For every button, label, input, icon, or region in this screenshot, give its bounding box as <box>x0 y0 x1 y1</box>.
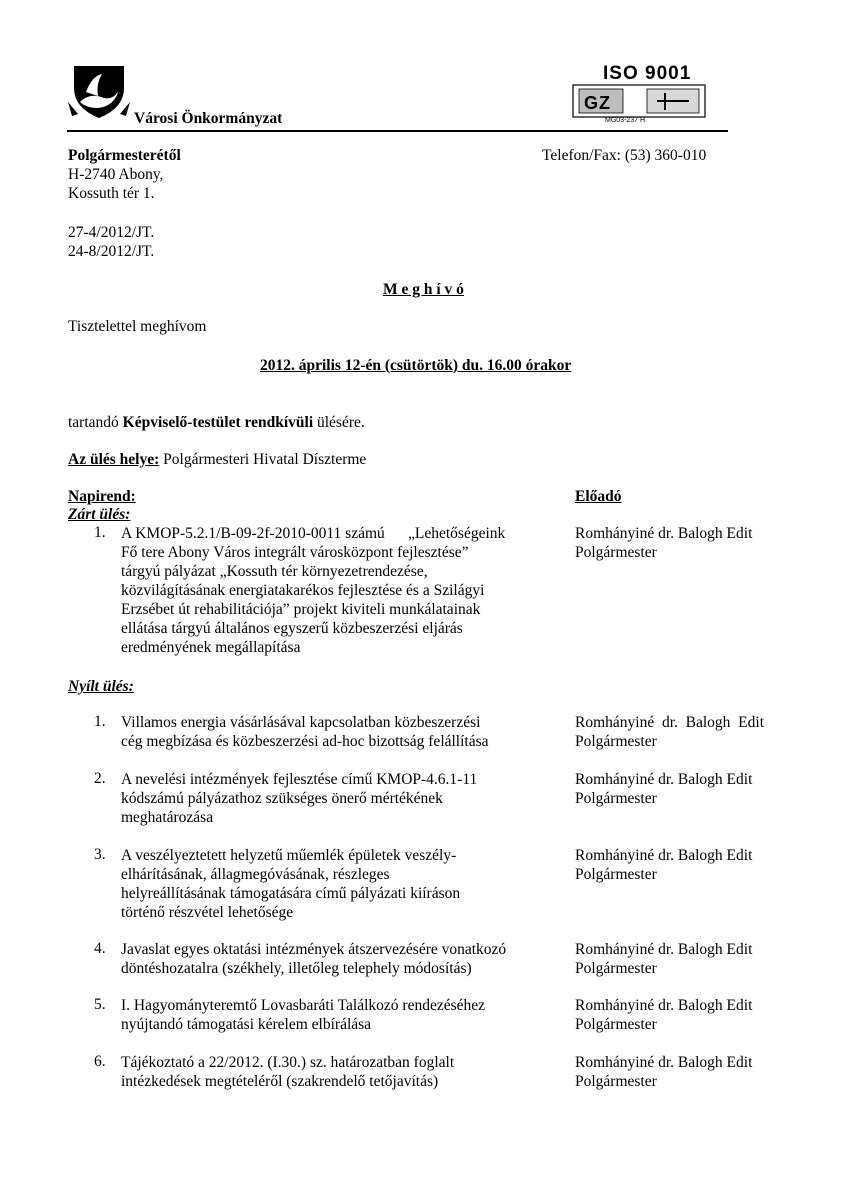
greeting: Tisztelettel meghívom <box>68 318 207 335</box>
presenter-role: Polgármester <box>575 790 657 807</box>
presenter <box>575 770 752 808</box>
presenter <box>575 846 752 884</box>
intro-pre: tartandó <box>68 414 123 431</box>
presenter <box>575 1053 752 1091</box>
item-line: közvilágításának energiatakarékos fejlesztése és a Szilágyi <box>121 582 485 599</box>
item-line: A veszélyeztetett helyzetű műemlék épületek veszély- <box>121 847 457 864</box>
presenter <box>575 713 764 751</box>
closed-session-label: Zárt ülés: <box>68 506 131 523</box>
presenter-name: Romhányiné dr. Balogh Edit <box>575 941 753 958</box>
item-text <box>121 846 460 922</box>
item-line: Tájékoztató a 22/2012. (I.30.) sz. határozatban foglalt <box>121 1054 455 1071</box>
presenter-role: Polgármester <box>575 960 657 977</box>
item-text <box>121 1053 454 1091</box>
item-text <box>121 713 489 751</box>
item-number: 4. <box>94 940 106 957</box>
item-line: A nevelési intézmények fejlesztése című KMOP-4.6.1-11 <box>121 771 478 788</box>
item-line: cég megbízása és közbeszerzési ad-hoc bizottság felállítása <box>121 733 489 750</box>
item-line: A KMOP-5.2.1/B-09-2f-2010-0011 számú „Lehetőségeink <box>121 525 506 542</box>
presenter-role: Polgármester <box>575 544 657 561</box>
document-title: M e g h í v ó <box>383 281 464 298</box>
item-line: Villamos energia vásárlásával kapcsolatban közbeszerzési <box>121 714 481 731</box>
item-text <box>121 996 485 1034</box>
sender: Polgármesterétől <box>68 147 181 164</box>
item-line: I. Hagyományteremtő Lovasbaráti Találkozó rendezéséhez <box>121 997 486 1014</box>
item-line: történő részvétel lehetősége <box>121 904 294 921</box>
presenter <box>575 940 752 978</box>
presenter-role: Polgármester <box>575 1073 657 1090</box>
presenter-name: Romhányiné dr. Balogh Edit <box>575 997 753 1014</box>
item-number: 1. <box>94 524 106 541</box>
presenter-name: Romhányiné dr. Balogh Edit <box>575 771 753 788</box>
meeting-datetime: 2012. április 12-én (csütörtök) du. 16.00 órakor <box>260 357 572 374</box>
item-line: helyreállításának támogatására című pályázati kiíráson <box>121 885 461 902</box>
item-number: 1. <box>94 713 106 730</box>
presenter-name: Romhányiné dr. Balogh Edit <box>575 714 764 731</box>
item-text <box>121 524 505 657</box>
presenter-name: Romhányiné dr. Balogh Edit <box>575 847 753 864</box>
presenter-role: Polgármester <box>575 866 657 883</box>
item-line: döntéshozatalra (székhely, illetőleg telephely módosítás) <box>121 960 472 977</box>
agenda-heading: Napirend: <box>68 488 136 505</box>
item-line: meghatározása <box>121 809 214 826</box>
item-line: kódszámú pályázathoz szükséges önerő mértékének <box>121 790 443 807</box>
presenter-name: Romhányiné dr. Balogh Edit <box>575 1054 753 1071</box>
item-number: 6. <box>94 1053 106 1070</box>
address-line-2: Kossuth tér 1. <box>68 185 155 202</box>
item-line: Erzsébet út rehabilitációja” projekt kiviteli munkálatainak <box>121 601 481 618</box>
meeting-intro <box>68 414 365 432</box>
item-line: eredményének megállapítása <box>121 639 301 656</box>
item-line: ellátása tárgyú általános egyszerű közbeszerzési eljárás <box>121 620 463 637</box>
intro-post: ülésére. <box>313 414 365 431</box>
header-divider <box>67 130 728 132</box>
item-line: nyújtandó támogatási kérelem elbírálása <box>121 1016 372 1033</box>
intro-bold: Képviselő-testület rendkívüli <box>122 414 314 431</box>
iso-logo-letters: GZ <box>584 93 611 113</box>
org-name: Városi Önkormányzat <box>134 110 283 127</box>
iso-code: MG03-237 H <box>605 117 646 124</box>
open-session-label: Nyílt ülés: <box>68 678 134 695</box>
address-line-1: H-2740 Abony, <box>68 166 164 183</box>
phone: Telefon/Fax: (53) 360-010 <box>542 147 707 164</box>
iso-title: ISO 9001 <box>603 63 692 84</box>
presenter-role: Polgármester <box>575 1016 657 1033</box>
venue <box>68 451 366 469</box>
venue-label: Az ülés helye: <box>68 451 160 468</box>
presenter-heading: Előadó <box>575 488 622 505</box>
presenter <box>575 524 752 562</box>
city-crest-logo <box>68 62 130 120</box>
item-text <box>121 770 477 827</box>
presenter <box>575 996 752 1034</box>
venue-value: Polgármesteri Hivatal Díszterme <box>159 451 367 468</box>
item-number: 2. <box>94 770 106 787</box>
item-line: Javaslat egyes oktatási intézmények átszervezésére vonatkozó <box>121 941 507 958</box>
item-line: intézkedések megtételéről (szakrendelő tetőjavítás) <box>121 1073 439 1090</box>
presenter-name: Romhányiné dr. Balogh Edit <box>575 525 753 542</box>
item-text <box>121 940 506 978</box>
item-number: 3. <box>94 846 106 863</box>
item-line: elhárításának, állagmegóvásának, részleges <box>121 866 390 883</box>
reference-number: 27-4/2012/JT. <box>68 224 155 241</box>
reference-number: 24-8/2012/JT. <box>68 243 155 260</box>
item-line: Fő tere Abony Város integrált városközpont fejlesztése” <box>121 544 469 561</box>
item-line: tárgyú pályázat „Kossuth tér környezetrendezése, <box>121 563 428 580</box>
item-number: 5. <box>94 996 106 1013</box>
presenter-role: Polgármester <box>575 733 657 750</box>
